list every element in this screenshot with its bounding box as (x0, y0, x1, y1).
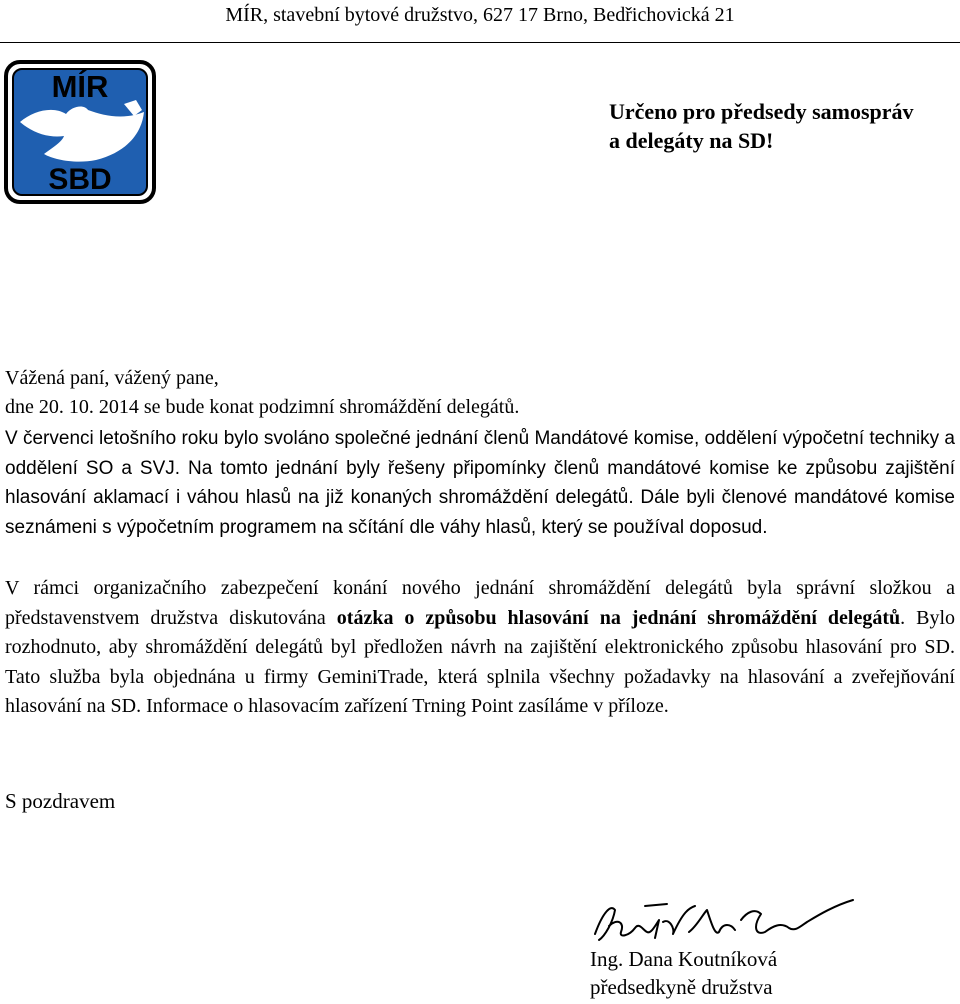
recipient-line-2: a delegáty na SD! (609, 128, 774, 153)
paragraph-commission: V červenci letošního roku bylo svoláno společné jednání členů Mandátové komise, oddělení výpočetní techniky a oddělení SO a SVJ. Na tomto jednání byly řešeny připomínky členů mandátové komise ke způsobu zajištění hlasování aklamací i váhou hlasů na již konaných shromáždění delegátů. Dále byli členové mandátové komise seznámeni s výpočetním programem na sčítání dle váhy hlasů, který se používal doposud. (5, 428, 955, 538)
paragraph-voting (5, 574, 955, 722)
paragraph-voting-part-2: . Bylo rozhodnuto, aby shromáždění delegátů byl předložen návrh na zajištění elektronického způsobu hlasování pro SD. Tato služba byla objednána u firmy GeminiTrade, která splnila všechny požadavky na hlasování a zveřejňování hlasování na SD. Informace o hlasovacím zařízení Trning Point zasíláme v příloze. (5, 606, 955, 717)
paragraph-voting-part-1: V rámci organizačního zabezpečení konání nového jednání shromáždění delegátů byla správní složkou a představenstvem družstva diskutována (5, 577, 955, 629)
signer-block (590, 945, 777, 1001)
recipient-line-1: Určeno pro předsedy samospráv (609, 99, 914, 124)
logo-bottom-text: SBD (48, 163, 112, 196)
handwritten-signature (585, 892, 860, 952)
meeting-date-text: dne 20. 10. 2014 se bude konat podzimní shromáždění delegátů. (5, 396, 520, 418)
signer-name: Ing. Dana Koutníková (590, 947, 778, 971)
letter-salutation (5, 364, 519, 422)
signer-title: předsedkyně družstva (590, 975, 773, 999)
header-address: MÍR, stavební bytové družstvo, 627 17 Brno, Bedřichovická 21 (225, 4, 735, 26)
mir-sbd-logo (4, 60, 156, 204)
recipient-note (609, 97, 914, 155)
closing-text: S pozdravem (5, 789, 116, 813)
logo-top-text: MÍR (51, 69, 109, 104)
salutation-text: Vážená paní, vážený pane, (5, 367, 219, 389)
paragraph-voting-emphasis: otázka o způsobu hlasování na jednání shromáždění delegátů (336, 606, 901, 629)
